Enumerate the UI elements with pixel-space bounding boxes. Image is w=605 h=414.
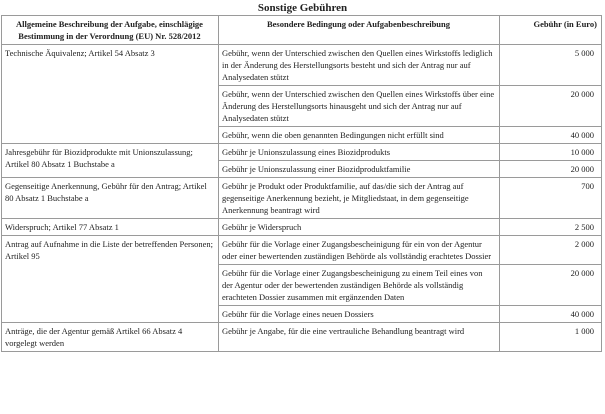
row-condition: Gebühr je Unionszulassung eines Biozidprodukts <box>219 144 500 161</box>
header-fee: Gebühr (in Euro) <box>500 16 602 45</box>
row-condition: Gebühr, wenn der Unterschied zwischen den Quellen eines Wirkstoffs über eine Änderung des Herstellungsorts hinausgeht und sich der Antrag nur auf Analysedaten stützt <box>219 86 500 127</box>
row-fee: 5 000 <box>500 45 602 86</box>
table-row <box>2 45 602 86</box>
row-condition: Gebühr für die Vorlage einer Zugangsbescheinigung für ein von der Agentur oder einer bewertenden zuständigen Behörde als vollständig erachtetes Dossier <box>219 236 500 265</box>
row-condition: Gebühr für die Vorlage eines neuen Dossiers <box>219 306 500 323</box>
row-fee: 700 <box>500 178 602 219</box>
row-description: Technische Äquivalenz; Artikel 54 Absatz 3 <box>2 45 219 144</box>
table-row <box>2 178 602 219</box>
table-header-row <box>2 16 602 45</box>
row-fee: 20 000 <box>500 86 602 127</box>
row-description: Antrag auf Aufnahme in die Liste der betreffenden Personen; Artikel 95 <box>2 236 219 323</box>
row-condition: Gebühr, wenn der Unterschied zwischen den Quellen eines Wirkstoffs lediglich in der Änderung des Herstellungsorts besteht und sich der Antrag nur auf Analysedaten stützt <box>219 45 500 86</box>
table-row <box>2 236 602 265</box>
row-condition: Gebühr je Produkt oder Produktfamilie, auf das/die sich der Antrag auf gegenseitige Anerkennung bezieht, je Mitgliedstaat, in dem gegenseitige Anerkennung beantragt wird <box>219 178 500 219</box>
row-condition: Gebühr, wenn die oben genannten Bedingungen nicht erfüllt sind <box>219 127 500 144</box>
row-condition: Gebühr je Angabe, für die eine vertrauliche Behandlung beantragt wird <box>219 323 500 352</box>
row-fee: 40 000 <box>500 127 602 144</box>
row-condition: Gebühr je Widerspruch <box>219 219 500 236</box>
row-fee: 20 000 <box>500 161 602 178</box>
row-condition: Gebühr für die Vorlage einer Zugangsbescheinigung zu einem Teil eines von der Agentur oder der bewertenden zuständigen Behörde als vollständig erachteten Dossier zusammen mit ergänzenden Daten <box>219 265 500 306</box>
row-fee: 20 000 <box>500 265 602 306</box>
row-fee: 2 000 <box>500 236 602 265</box>
fees-table <box>1 15 602 352</box>
row-fee: 1 000 <box>500 323 602 352</box>
row-description: Anträge, die der Agentur gemäß Artikel 66 Absatz 4 vorgelegt werden <box>2 323 219 352</box>
table-row <box>2 144 602 161</box>
row-description: Widerspruch; Artikel 77 Absatz 1 <box>2 219 219 236</box>
table-row <box>2 219 602 236</box>
page-title: Sonstige Gebühren <box>257 2 348 14</box>
row-condition: Gebühr je Unionszulassung einer Biozidproduktfamilie <box>219 161 500 178</box>
header-description: Allgemeine Beschreibung der Aufgabe, einschlägige Bestimmung in der Verordnung (EU) Nr. 528/2012 <box>2 16 219 45</box>
row-fee: 40 000 <box>500 306 602 323</box>
row-description: Gegenseitige Anerkennung, Gebühr für den Antrag; Artikel 80 Absatz 1 Buchstabe a <box>2 178 219 219</box>
row-fee: 2 500 <box>500 219 602 236</box>
row-fee: 10 000 <box>500 144 602 161</box>
table-row <box>2 323 602 352</box>
row-description: Jahresgebühr für Biozidprodukte mit Unionszulassung; Artikel 80 Absatz 1 Buchstabe a <box>2 144 219 178</box>
header-condition: Besondere Bedingung oder Aufgabenbeschreibung <box>219 16 500 45</box>
